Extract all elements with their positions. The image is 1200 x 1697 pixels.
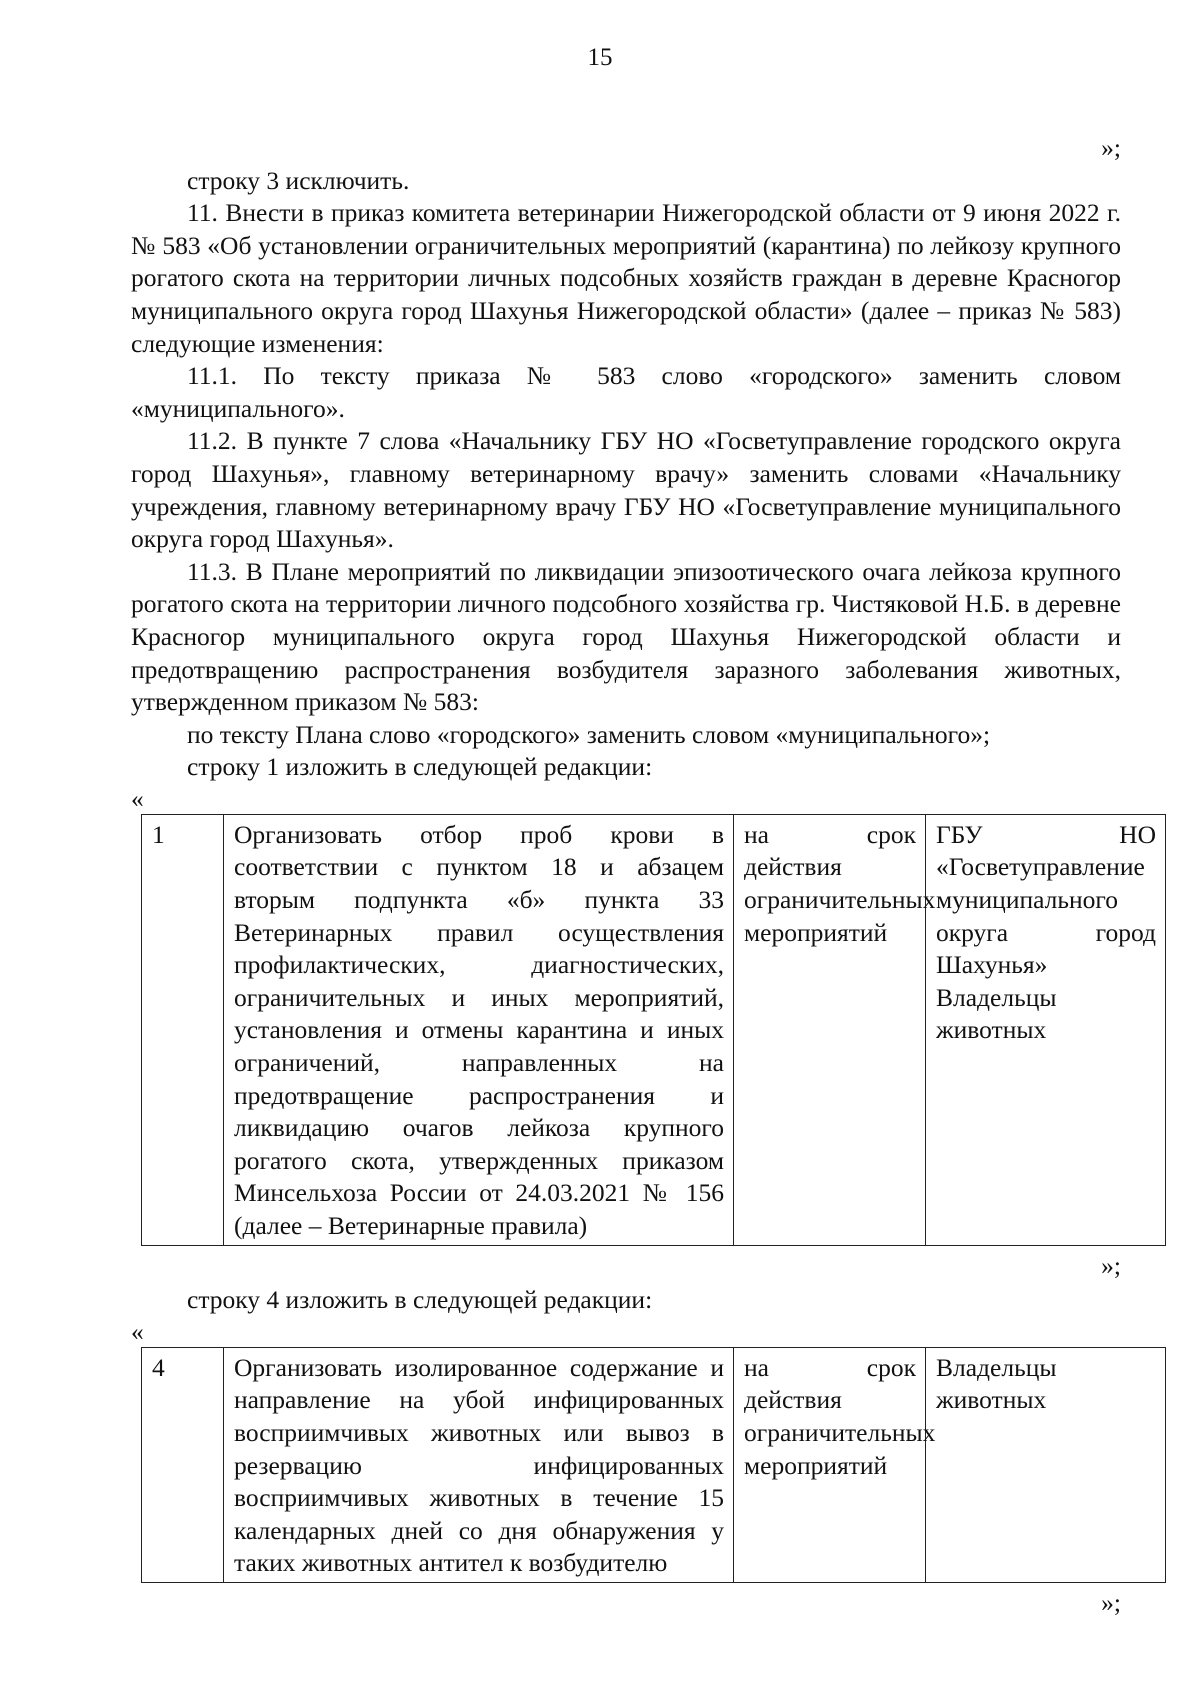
row-term: на срок действия ограничительных мероприятий [734,814,926,1245]
closing-quote: »; [1101,133,1121,162]
closing-quote: »; [1101,1250,1121,1280]
paragraph: 11.3. В Плане мероприятий по ликвидации эпизоотического очага лейкоза крупного рогатого скота на территории личного подсобного хозяйства гр. Чистяковой Н.Б. в деревне Красногор муниципального округа город Шахунья Нижегородской области и предотвращению распространения возбудителя заразного заболевания животных, утвержденном приказом № 583: [131,556,1121,717]
row-action: Организовать изолированное содержание и направление на убой инфицированных восприимчивых животных или вывоз в резервацию инфицированных восприимчивых животных в течение 15 календарных дней со дня обнаружения у таких животных антител к возбудителю [224,1347,734,1582]
table-row [142,1347,1166,1582]
row-term: на срок действия ограничительных мероприятий [734,1347,926,1582]
row-responsible: ГБУ НО «Госветуправление муниципального округа город Шахунья» Владельцы животных [926,814,1166,1245]
closing-quote: »; [1101,1587,1121,1617]
paragraph: 11. Внести в приказ комитета ветеринарии Нижегородской области от 9 июня 2022 г. № 583 «Об установлении ограничительных мероприятий (карантина) по лейкозу крупного рогатого скота на территории личных подсобных хозяйств граждан в деревне Красногор муниципального округа город Шахунья Нижегородской области» (далее – приказ № 583) следующие изменения: [131,198,1121,358]
document-body [131,132,1156,1620]
paragraph: строку 1 изложить в следующей редакции: [187,752,653,782]
row-number: 1 [142,814,224,1245]
table-row [142,814,1166,1245]
row-action: Организовать отбор проб крови в соответствии с пунктом 18 и абзацем вторым подпункта «б» пункта 33 Ветеринарных правил осуществления профилактических, диагностических, ограничительных и иных мероприятий, установления и отмены карантина и иных ограничений, направленных на предотвращение распространения и ликвидацию очагов лейкоза крупного рогатого скота, утвержденных приказом Минсельхоза России от 24.03.2021 № 156 (далее – Ветеринарные правила) [224,814,734,1245]
plan-table-row-1 [141,814,1166,1246]
row-responsible: Владельцы животных [926,1347,1166,1582]
paragraph: по тексту Плана слово «городского» заменить словом «муниципального»; [187,719,991,749]
row-number: 4 [142,1347,224,1582]
paragraph: строку 4 изложить в следующей редакции: [187,1285,653,1315]
opening-quote: « [131,1316,144,1346]
plan-table-row-4 [141,1347,1166,1583]
page-number: 15 [587,44,613,71]
paragraph: строку 3 исключить. [187,165,410,195]
paragraph: 11.1. По тексту приказа № 583 слово «городского» заменить словом «муниципального». [131,361,1121,423]
paragraph: 11.2. В пункте 7 слова «Начальнику ГБУ НО «Госветуправление городского округа город Шахунья», главному ветеринарному врачу» заменить словами «Начальнику учреждения, главному ветеринарному врачу ГБУ НО «Госветуправление муниципального округа город Шахунья». [131,426,1121,554]
opening-quote: « [131,783,144,813]
